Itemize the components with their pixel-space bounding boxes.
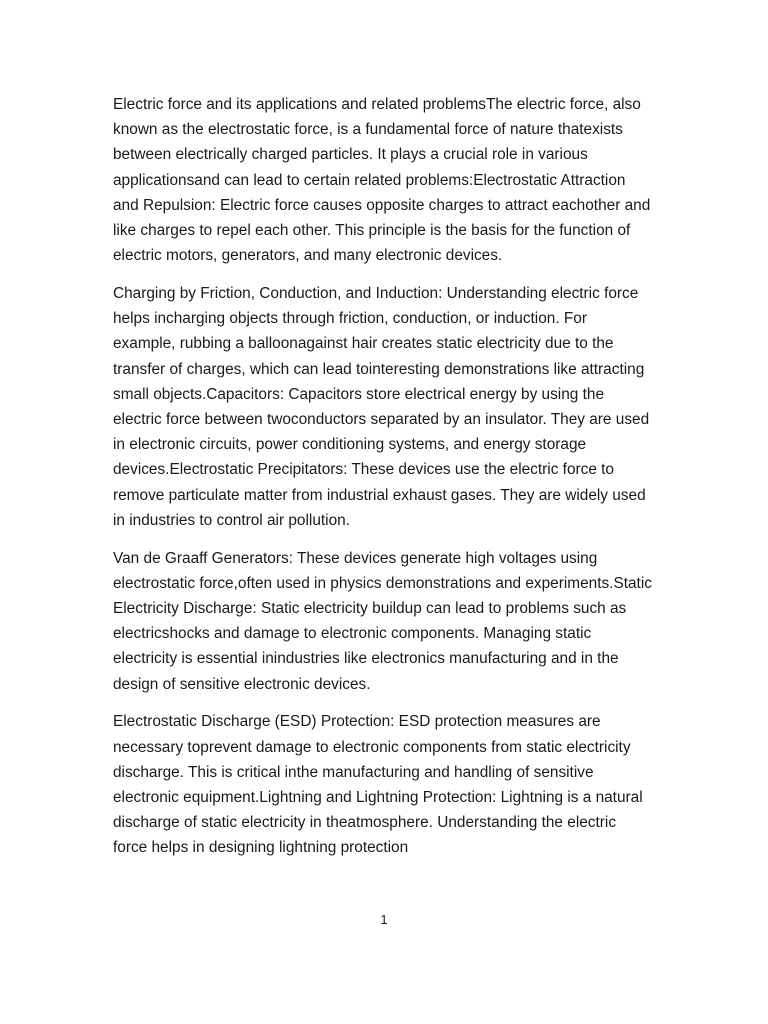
paragraph-1: Electric force and its applications and related problemsThe electric force, also known as the electrostatic force, is a fundamental force of nature thatexists between electrically charged particles. It plays a crucial role in various applicationsand can lead to certain related problems:Electrostatic Attraction and Repulsion: Electric force causes opposite charges to attract eachother and like charges to repel each other. This principle is the basis for the function of electric motors, generators, and many electronic devices. <box>113 96 651 265</box>
paragraph-2: Charging by Friction, Conduction, and Induction: Understanding electric force helps incharging objects through friction, conduction, or induction. For example, rubbing a balloonagainst hair creates static electricity due to the transfer of charges, which can lead tointeresting demonstrations like attracting small objects.Capacitors: Capacitors store electrical energy by using the electric force between twoconductors separated by an insulator. They are used in electronic circuits, power conditioning systems, and energy storage devices.Electrostatic Precipitators: These devices use the electric force to remove particulate matter from industrial exhaust gases. They are widely used in industries to control air pollution. <box>113 285 650 529</box>
page-number: 1 <box>380 912 388 927</box>
body-text <box>113 92 653 873</box>
paragraph-4: Electrostatic Discharge (ESD) Protection: ESD protection measures are necessary toprevent damage to electronic components from static electricity discharge. This is critical inthe manufacturing and handling of sensitive electronic equipment.Lightning and Lightning Protection: Lightning is a natural discharge of static electricity in theatmosphere. Understanding the electric force helps in designing lightning protection <box>113 713 643 857</box>
paragraph-3: Van de Graaff Generators: These devices generate high voltages using electrostatic force,often used in physics demonstrations and experiments.Static Electricity Discharge: Static electricity buildup can lead to problems such as electricshocks and damage to electronic components. Managing static electricity is essential inindustries like electronics manufacturing and in the design of sensitive electronic devices. <box>113 549 652 693</box>
